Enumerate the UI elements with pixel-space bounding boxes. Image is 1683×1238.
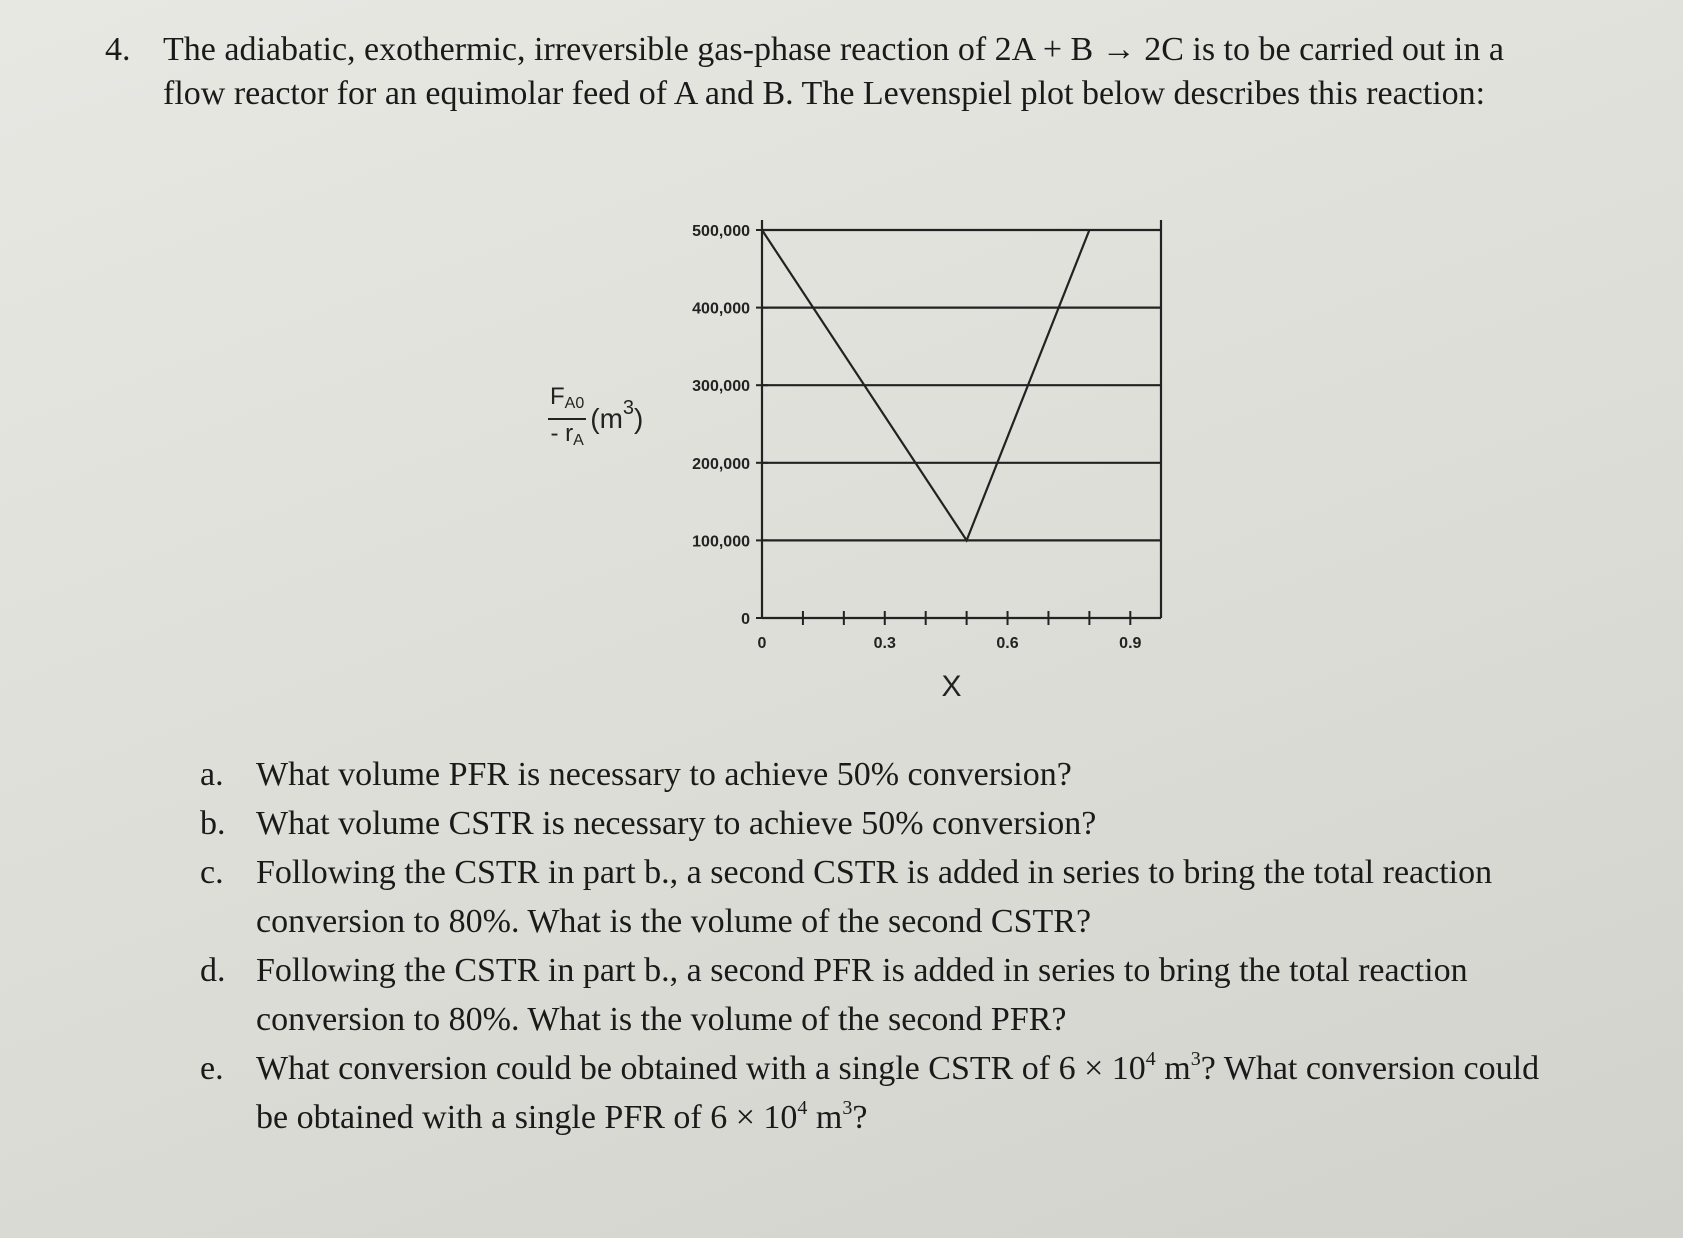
y-denominator-text: - r xyxy=(550,420,574,447)
y-numerator-text: F xyxy=(550,383,565,410)
question-text: Following the CSTR in part b., a second PFR is added in series to bring the total reaction conversion to 80%. What is the volume of the second PFR? xyxy=(256,952,1468,1038)
question-d xyxy=(190,946,1570,1044)
question-e xyxy=(190,1044,1570,1142)
q-e-sup2: 3 xyxy=(1190,1048,1201,1070)
y-numerator-sub: A0 xyxy=(564,395,585,412)
y-tick-label-4: 400,000 xyxy=(692,300,750,318)
problem-statement xyxy=(105,28,1505,116)
question-text: Following the CSTR in part b., a second CSTR is added in series to bring the total reaction conversion to 80%. What is the volume of the second CSTR? xyxy=(256,854,1493,940)
question-label: e. xyxy=(200,1050,224,1087)
q-e-part4: m xyxy=(807,1099,843,1136)
q-e-part2: m xyxy=(1155,1050,1191,1087)
question-text: What volume CSTR is necessary to achieve 50% conversion? xyxy=(256,805,1097,842)
q-e-part5: ? xyxy=(852,1099,868,1136)
question-label: c. xyxy=(200,854,224,891)
question-text xyxy=(256,1050,1539,1136)
question-label: d. xyxy=(200,952,226,989)
y-denominator-sub: A xyxy=(573,432,584,449)
problem-text: The adiabatic, exothermic, irreversible gas-phase reaction of 2A + B → 2C is to be carried out in a flow reactor for an equimolar feed of A and B. The Levenspiel plot below describes this reaction: xyxy=(163,31,1504,112)
x-tick-label-1: 0.3 xyxy=(873,635,896,652)
y-tick-label-5: 500,000 xyxy=(692,223,750,240)
y-tick-label-3: 300,000 xyxy=(692,378,750,396)
q-e-part3: ? What conversion could be obtained with a single PFR of 6 × 10 xyxy=(256,1050,1540,1136)
problem-number: 4. xyxy=(105,31,131,68)
q-e-sup3: 4 xyxy=(797,1097,808,1119)
question-a xyxy=(190,750,1570,799)
question-text: What volume PFR is necessary to achieve 50% conversion? xyxy=(256,756,1072,793)
levenspiel-plot xyxy=(540,200,1180,720)
q-e-part1: What conversion could be obtained with a single CSTR of 6 × 10 xyxy=(256,1050,1146,1087)
y-tick-label-0: 0 xyxy=(741,611,750,628)
q-e-sup1: 4 xyxy=(1145,1048,1156,1070)
y-unit-open: (m xyxy=(590,403,623,434)
q-e-sup4: 3 xyxy=(842,1097,853,1119)
x-tick-label-3: 0.9 xyxy=(1119,635,1142,652)
y-tick-label-2: 200,000 xyxy=(692,455,750,473)
question-label: a. xyxy=(200,756,224,793)
x-tick-label-0: 0 xyxy=(757,635,767,652)
question-list xyxy=(190,750,1570,1142)
question-b xyxy=(190,799,1570,848)
levenspiel-plot-svg xyxy=(540,200,1180,720)
y-unit-sup: 3 xyxy=(622,397,635,419)
x-axis-title: X xyxy=(941,670,962,703)
x-tick-label-2: 0.6 xyxy=(996,635,1019,652)
y-unit-close: ) xyxy=(634,403,644,434)
question-label: b. xyxy=(200,805,226,842)
y-tick-label-1: 100,000 xyxy=(692,533,750,551)
question-c xyxy=(190,848,1570,946)
